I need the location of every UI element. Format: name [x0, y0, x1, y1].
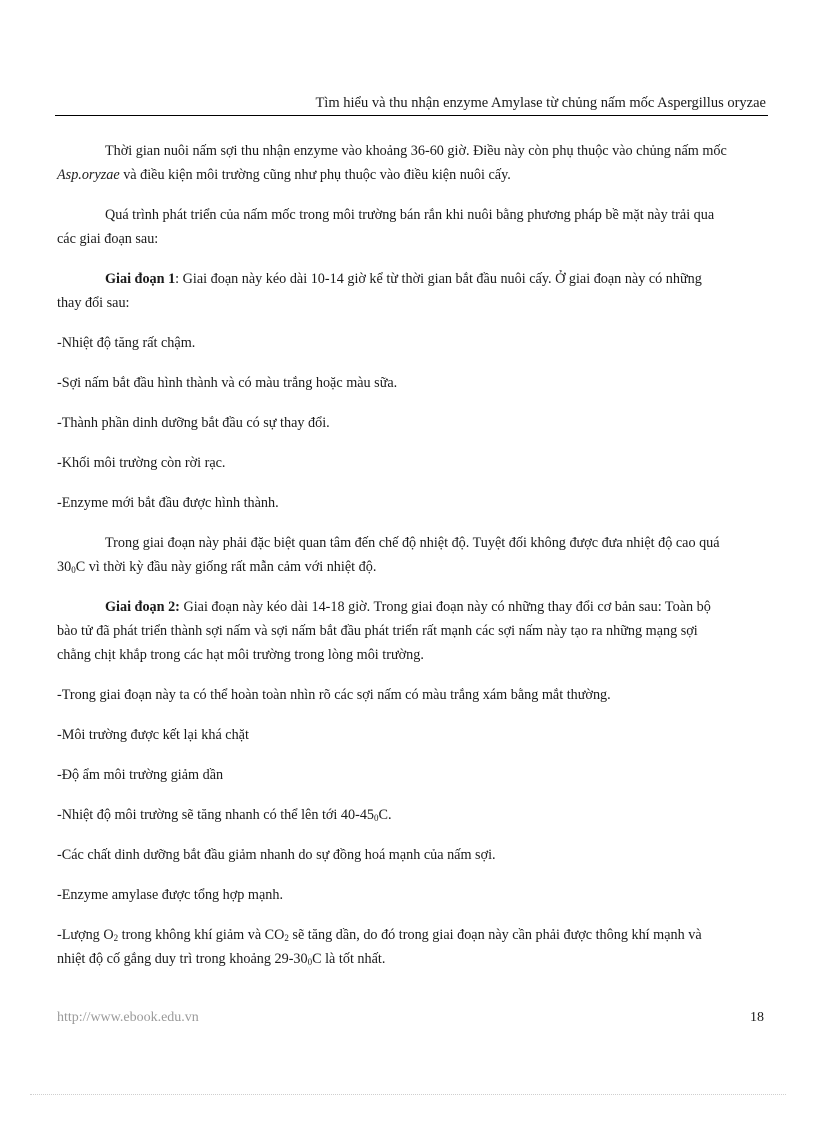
text: C là tốt nhất.	[312, 951, 386, 967]
paragraph-temperature-warning	[57, 531, 727, 579]
list-item: -Thành phần dinh dưỡng bắt đầu có sự thay đổi.	[57, 415, 330, 431]
subscript: 0	[71, 565, 76, 575]
stage-2-label: Giai đoạn 2:	[105, 599, 180, 615]
text: sẽ tăng dần, do đó trong giai đoạn này cần phải được thông khí mạnh và nhiệt độ cố gắng duy trì trong khoảng 29-30	[57, 927, 702, 967]
paragraph-stages-intro: Quá trình phát triển của nấm mốc trong môi trường bán rắn khi nuôi bằng phương pháp bề mặt này trải qua các giai đoạn sau:	[57, 207, 715, 247]
subscript: 2	[113, 933, 119, 943]
document-body	[57, 139, 727, 987]
stage-1-label: Giai đoạn 1	[105, 271, 176, 287]
text: Trong giai đoạn này phải đặc biệt quan tâm đến chế độ nhiệt độ. Tuyệt đối không được đưa nhiệt độ cao quá 30	[57, 535, 720, 575]
list-item: -Enzyme mới bắt đầu được hình thành.	[57, 495, 279, 511]
list-item: -Độ ẩm môi trường giảm dần	[57, 767, 224, 783]
paragraph-culture-time	[57, 139, 727, 187]
text: C vì thời kỳ đầu này giống rất mẫn cảm với nhiệt độ.	[75, 559, 377, 575]
text: -Lượng O	[57, 927, 114, 943]
list-item	[57, 803, 727, 827]
paragraph-stage-1	[57, 267, 727, 315]
text: Thời gian nuôi nấm sợi thu nhận enzyme vào khoảng 36-60 giờ. Điều này còn phụ thuộc vào chủng nấm mốc	[105, 143, 727, 159]
paragraph-oxygen	[57, 923, 727, 971]
page-number: 18	[750, 1010, 764, 1025]
list-item: -Môi trường được kết lại khá chặt	[57, 727, 249, 743]
list-item: -Các chất dinh dưỡng bắt đầu giảm nhanh do sự đồng hoá mạnh của nấm sợi.	[57, 847, 496, 863]
subscript: 0	[307, 957, 313, 967]
list-item: -Trong giai đoạn này ta có thể hoàn toàn nhìn rõ các sợi nấm có màu trắng xám bằng mắt thường.	[57, 687, 611, 703]
list-item: -Nhiệt độ tăng rất chậm.	[57, 335, 196, 351]
page-bottom-rule	[30, 1094, 786, 1095]
species-name: Asp.oryzae	[57, 167, 120, 183]
text: : Giai đoạn này kéo dài 10-14 giờ kể từ thời gian bắt đầu nuôi cấy. Ở giai đoạn này có những thay đổi sau:	[57, 271, 702, 311]
text: trong không khí giảm và CO	[118, 927, 285, 943]
header-rule	[55, 115, 768, 116]
subscript: 0	[374, 813, 379, 823]
text: và điều kiện môi trường cũng như phụ thuộc vào điều kiện nuôi cấy.	[119, 167, 511, 183]
list-item: -Sợi nấm bắt đầu hình thành và có màu trắng hoặc màu sữa.	[57, 375, 398, 391]
subscript: 2	[284, 933, 289, 943]
text: -Nhiệt độ môi trường sẽ tăng nhanh có thể lên tới 40-45	[57, 807, 375, 823]
list-item: -Khối môi trường còn rời rạc.	[57, 455, 226, 471]
text: Giai đoạn này kéo dài 14-18 giờ. Trong giai đoạn này có những thay đổi cơ bản sau: Toàn bộ bào tử đã phát triển thành sợi nấm và sợi nấm bắt đầu phát triển rất mạnh các sợi nấm này tạo ra những mạng sợi chằng chịt khắp trong các hạt môi trường trong lòng môi trường.	[57, 599, 711, 663]
paragraph-stage-2	[57, 595, 727, 667]
running-header: Tìm hiểu và thu nhận enzyme Amylase từ chủng nấm mốc Aspergillus oryzae	[315, 95, 766, 111]
list-item: -Enzyme amylase được tổng hợp mạnh.	[57, 887, 283, 903]
text: C.	[378, 807, 392, 823]
footer-url[interactable]: http://www.ebook.edu.vn	[57, 1010, 199, 1025]
